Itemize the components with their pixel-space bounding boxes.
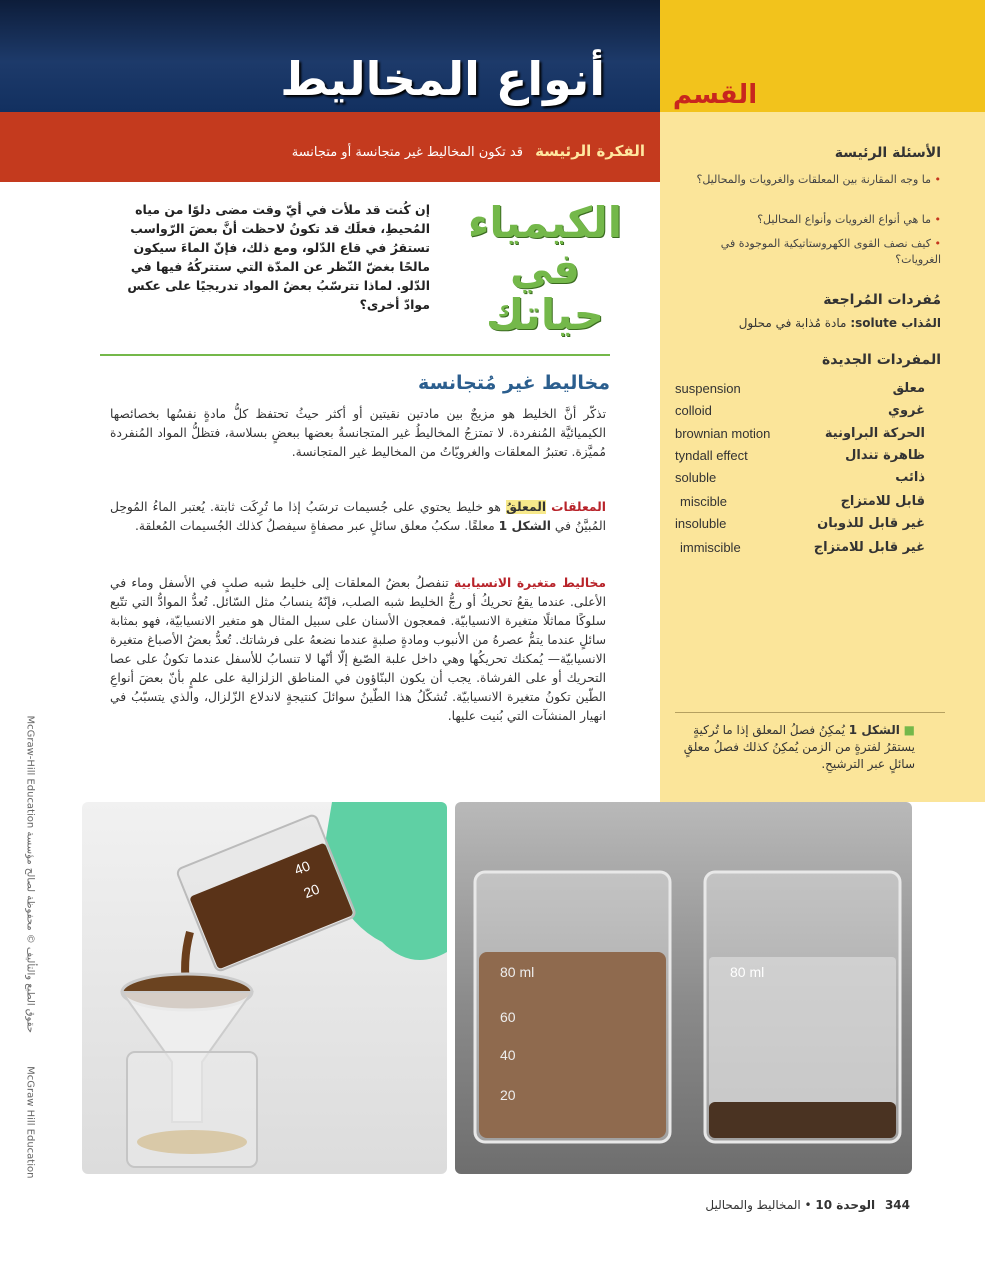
vocab-row — [675, 494, 925, 516]
beaker-settled — [705, 872, 900, 1142]
big-idea — [45, 142, 645, 160]
vocab-en: soluble — [675, 470, 717, 485]
chem-life-word: في — [510, 244, 580, 293]
vocab-en: suspension — [675, 381, 741, 396]
essential-questions-title: الأسئلة الرئيسة — [834, 145, 941, 161]
margin-text-1: McGraw-Hill Education حقوق الطبع والتأليف © محفوظة لصالح مؤسسة — [24, 715, 36, 1033]
figure-caption-label: الشكل 1 — [848, 723, 900, 737]
page-footer — [660, 1198, 910, 1212]
vocab-en: tyndall effect — [675, 448, 748, 463]
figure-caption-text: يُمكِنُ فصلُ المعلق إذا ما تُركيةٍ يستقرُ لفترةٍ من الزمن يُمكِنُ كذلك فصلُ معلقٍ سائلٍ عبر الترشيحِ. — [683, 723, 915, 771]
vocab-row — [675, 403, 925, 425]
filtration-illustration — [82, 802, 447, 1174]
photo-filtration — [82, 802, 447, 1174]
vocab-ar: ذائب — [895, 470, 925, 485]
figure-caption: ■ الشكل 1 يُمكِنُ فصلُ المعلق إذا ما تُركيةٍ يستقرُ لفترةٍ من الزمن يُمكِنُ كذلك فصلُ معلقٍ سائلٍ عبر الترشيحِ. — [683, 723, 915, 771]
vocab-en: colloid — [675, 403, 712, 418]
review-vocab-entry — [671, 316, 941, 330]
paragraph-2-b: معلقًا. سكبُ معلق سائلٍ عبر مصفاةٍ سيفصلُ كذلك الجُسيمات المُعلقة. — [134, 519, 495, 533]
vocab-ar: معلق — [892, 381, 925, 396]
term-suspensions: المعلقات — [551, 500, 606, 514]
beaker-mark: 40 — [291, 857, 313, 879]
intro-text: إن كُنت قد ملأت في أيّ وقت مضى دلوًا من مياه المُحيطِ، فعلَك قد تكونُ لاحظت أنَّ بعضَ الرّواسب تستقرُ في قاع الدّلو، ومع ذلك، فإنّ الماءَ سيكون مالحًا بغضّ النّظر عن المدّة التي ستتركُهُ فيها في الدّلو. لماذا تترسّبُ بعضُ المواد تدريجيًا على عكس موادّ أخرى؟ — [127, 202, 430, 312]
figure-ref: الشكل 1 — [498, 519, 551, 533]
beaker-mark: 40 — [500, 1047, 516, 1063]
paragraph-2-a: هو خليط يحتوي على جُسيمات ترسَبُ إذا ما تُرِكَت ثابتة. يُعتبر الماءُ المُوحِل المُبيَّنُ في — [110, 500, 606, 533]
beaker-mark: 60 — [500, 1009, 516, 1025]
divider-line — [100, 354, 610, 356]
review-vocab-title: مُفردات المُراجعة — [823, 292, 941, 308]
beaker-mark: 20 — [500, 1087, 516, 1103]
paragraph-1: تذكّر أنَّ الخليط هو مزيجٌ بين مادتين نقيتين أو أكثر حيثُ تحتفظ كلُّ مادةٍ نفسُها بخصائصها الكيميائيَّة المُنفردة. لا تمتزجُ المخاليطُ غير المتجانسةُ بعضها ببعضٍ بسلاسة، فتظلُّ المواد المُنفردة مُميَّزة. تعتبرُ المعلقات والغرويّاتُ من المخاليط غير المتجانسة. — [110, 407, 606, 459]
filtrate — [137, 1130, 247, 1154]
vocab-en: immiscible — [680, 540, 741, 555]
big-idea-label: الفكرة الرئيسة — [535, 142, 645, 160]
beaker-mark: 80 ml — [500, 964, 535, 980]
review-def: مادة مُذابة في محلول — [738, 316, 847, 330]
footer-separator: • — [804, 1198, 812, 1212]
question-1: • ما وجه المقارنة بين المعلقات والغرويات والمحاليل؟ — [691, 172, 941, 188]
footer-unit: الوحدة 10 — [815, 1198, 876, 1212]
margin-text-2: McGraw Hill Education — [24, 1066, 36, 1179]
vocab-en: insoluble — [675, 516, 727, 531]
beaker-mark: 20 — [301, 880, 322, 902]
vocab-ar: غير قابل للذوبان — [817, 516, 925, 531]
vocab-row — [675, 540, 925, 562]
beaker-mark: 80 ml — [730, 964, 765, 980]
beaker-muddy — [475, 872, 670, 1142]
footer-title: المخاليط والمحاليل — [705, 1198, 801, 1212]
vocab-en: miscible — [680, 494, 727, 509]
vocab-ar: غروي — [888, 403, 925, 418]
page-title: أنواع المخاليط — [280, 52, 605, 106]
sidebar-divider — [675, 712, 945, 713]
margin-copyright — [24, 715, 36, 1179]
paragraph-3-text: تنفصلُ بعضُ المعلقات إلى خليط شبه صلبٍ في الأسفل وماء في الأعلى. عندما يقعُ تحريكُ أو رجُّ الخليط شبه الصلب، فإنّهُ ينسابُ مثل السّائل. تُعدُّ الموادُّ التي تتّبع سلوكًا مماثلًا متغيرة الانسيابيّة. فمعجون الأسنان على سبيل المثال هو متغير الانسيابيّة، فهو بمثابة سائلٍ عندما يتمُّ عصرهُ من الأنبوب ومادةٍ صلبةٍ عندما نضعهُ على فرشاتك. تُعدُّ بعضُ الأصباغ متغيرة الانسيابيّة— يُمكنك تحريكُها وهي داخل علبة الصّبغ إلّا أنّها لا تنسابُ للأسفل عندما تكونُ على عصا التحريك أو على الفرشاة. يجب أن يكون البنّاؤون في المناطق الزلزالية على علمٍ بأنّ بعضَ أنواعِ الطّين تكونُ متغيرة الانسيابيّة. تُشكّلُ هذا الطّينُ سوائلَ كنتيجةٍ لاندلاع الزّلزال، والذي يتسبّبُ في انهيار المنشآت التي بُنيت عليها. — [110, 576, 606, 723]
review-term: المُذاب solute: — [850, 316, 941, 330]
vocab-ar: ظاهرة تندال — [845, 448, 925, 463]
term-suspension: المعلقُ — [505, 500, 547, 514]
vocab-row — [675, 381, 925, 403]
chem-life-word: الكيمياء — [467, 198, 623, 247]
chem-life-word: حياتك — [485, 290, 605, 339]
beakers-illustration — [455, 802, 912, 1174]
big-idea-text: قد تكون المخاليط غير متجانسة أو متجانسة — [291, 145, 523, 160]
photo-settling-beakers — [455, 802, 912, 1174]
section-heading: مخاليط غير مُتجانسة — [418, 372, 610, 394]
term-thixotropic: مخاليط متغيرة الانسيابية — [454, 576, 606, 590]
chemistry-in-your-life-logo — [440, 200, 650, 350]
paragraph-2 — [110, 498, 606, 536]
question-3: • كيف نصف القوى الكهروستاتيكية الموجودة في الغرويات؟ — [691, 236, 941, 268]
paragraph-3 — [110, 574, 606, 726]
vocab-ar: غير قابل للامتزاج — [813, 540, 925, 555]
vocab-row — [675, 448, 925, 470]
page-number: 344 — [884, 1198, 910, 1212]
vocab-en: brownian motion — [675, 426, 771, 441]
vocab-row — [675, 470, 925, 492]
new-vocab-title: المفردات الجديدة — [822, 352, 941, 368]
vocab-row — [675, 426, 925, 448]
vocab-ar: قابل للامتزاج — [840, 494, 925, 509]
vocab-row — [675, 516, 925, 538]
section-label: القسم — [672, 80, 758, 110]
vocab-ar: الحركة البراونية — [824, 426, 925, 441]
question-2: • ما هي أنواع الغرويات وأنواع المحاليل؟ — [691, 212, 941, 228]
